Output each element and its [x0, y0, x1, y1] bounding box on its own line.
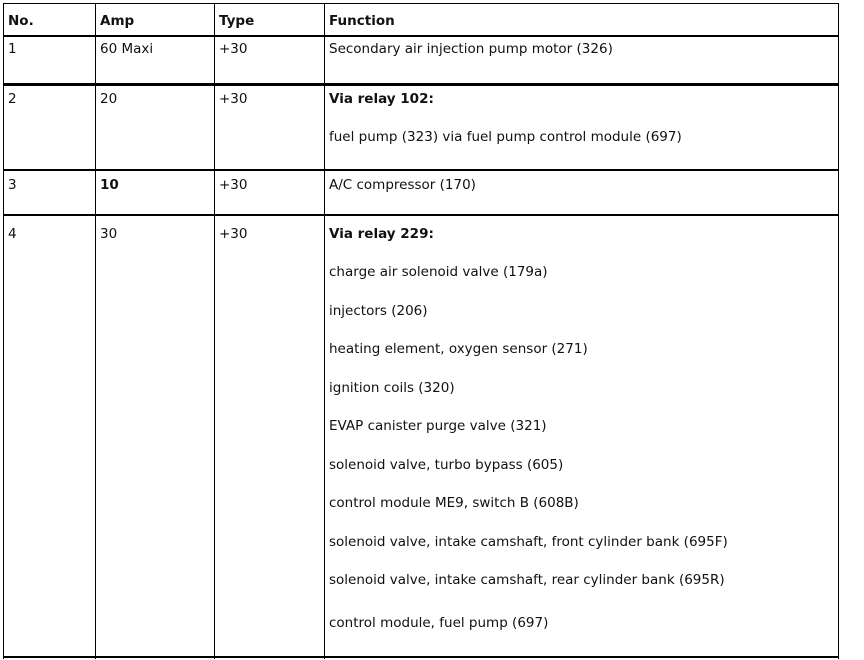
grid-line-bottom	[3, 656, 839, 658]
row-3-amp: 10	[100, 177, 119, 193]
row-2-relay-heading: Via relay 102:	[329, 91, 434, 107]
grid-line-col4	[324, 3, 325, 659]
row-separator-2	[3, 169, 839, 171]
row-2-no: 2	[8, 91, 17, 107]
row-separator-3	[3, 214, 839, 216]
grid-line-col3	[214, 3, 215, 659]
row-4-function-3: heating element, oxygen sensor (271)	[329, 341, 588, 357]
row-4-type: +30	[219, 226, 248, 242]
row-4-function-4: ignition coils (320)	[329, 380, 455, 396]
row-separator-1	[3, 83, 839, 86]
row-4-function-2: injectors (206)	[329, 303, 428, 319]
row-1-amp: 60 Maxi	[100, 41, 154, 57]
row-4-amp: 30	[100, 226, 118, 242]
row-1-function-1: Secondary air injection pump motor (326)	[329, 41, 613, 57]
row-2-amp: 20	[100, 91, 118, 107]
fuse-table	[3, 3, 839, 659]
grid-line-left	[3, 3, 4, 659]
row-2-type: +30	[219, 91, 248, 107]
header-type: Type	[219, 13, 255, 29]
row-4-no: 4	[8, 226, 17, 242]
row-4-function-8: solenoid valve, intake camshaft, front cylinder bank (695F)	[329, 534, 728, 550]
row-4-function-6: solenoid valve, turbo bypass (605)	[329, 457, 564, 473]
header-function: Function	[329, 13, 395, 29]
header-no: No.	[8, 13, 34, 29]
row-4-function-10: control module, fuel pump (697)	[329, 615, 549, 631]
row-3-type: +30	[219, 177, 248, 193]
grid-line-col2	[95, 3, 96, 659]
row-4-function-9: solenoid valve, intake camshaft, rear cylinder bank (695R)	[329, 572, 725, 588]
header-amp: Amp	[100, 13, 135, 29]
row-1-no: 1	[8, 41, 17, 57]
row-3-no: 3	[8, 177, 17, 193]
grid-line-right	[838, 3, 839, 659]
row-1-type: +30	[219, 41, 248, 57]
grid-line-top	[3, 3, 839, 4]
header-separator	[3, 35, 839, 37]
row-3-function-1: A/C compressor (170)	[329, 177, 476, 193]
row-4-function-5: EVAP canister purge valve (321)	[329, 418, 547, 434]
row-4-function-1: charge air solenoid valve (179a)	[329, 264, 548, 280]
row-2-function-1: fuel pump (323) via fuel pump control module (697)	[329, 129, 682, 145]
row-4-function-7: control module ME9, switch B (608B)	[329, 495, 579, 511]
row-4-relay-heading: Via relay 229:	[329, 226, 434, 242]
